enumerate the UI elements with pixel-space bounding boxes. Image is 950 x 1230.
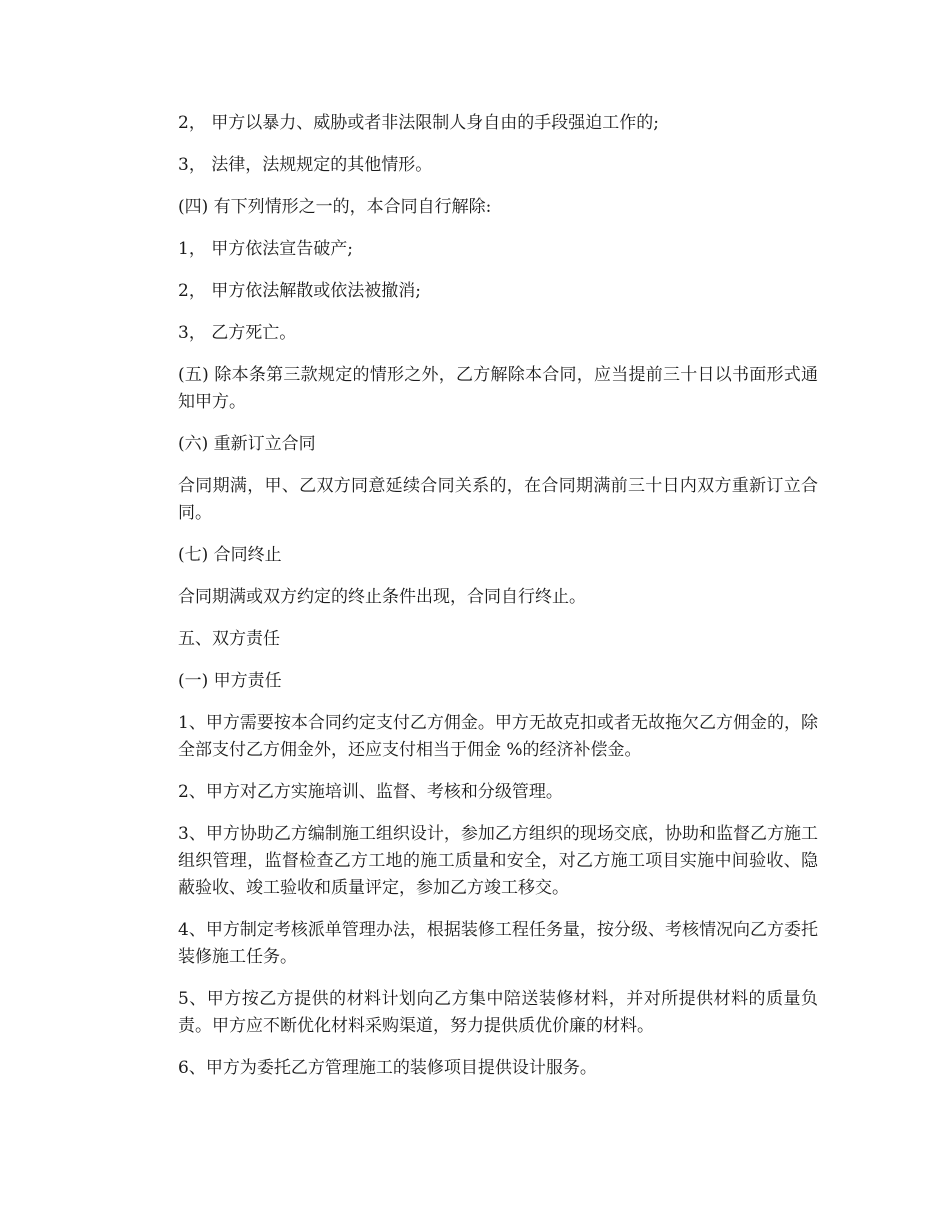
paragraph-item: (五) 除本条第三款规定的情形之外，乙方解除本合同，应当提前三十日以书面形式通知甲方。 (178, 365, 818, 412)
paragraph-item: 1、甲方需要按本合同约定支付乙方佣金。甲方无故克扣或者无故拖欠乙方佣金的，除全部支付乙方佣金外，还应支付相当于佣金 %的经济补偿金。 (178, 713, 818, 760)
section-heading-6: (六) 重新订立合同 (178, 434, 316, 454)
paragraph-item: 合同期满或双方约定的终止条件出现，合同自行终止。 (178, 587, 586, 607)
section-heading-4: (四) 有下列情形之一的，本合同自行解除: (178, 197, 492, 217)
paragraph-item: 3， 乙方死亡。 (178, 323, 297, 343)
paragraph-item: 合同期满，甲、乙双方同意延续合同关系的，在合同期满前三十日内双方重新订立合同。 (178, 476, 818, 523)
chapter-heading-5: 五、双方责任 (178, 629, 280, 649)
paragraph-item: 3， 法律，法规规定的其他情形。 (178, 155, 433, 175)
paragraph-item: 4、甲方制定考核派单管理办法，根据装修工程任务量，按分级、考核情况向乙方委托装修施工任务。 (178, 920, 818, 967)
paragraph-item: 3、甲方协助乙方编制施工组织设计，参加乙方组织的现场交底，协助和监督乙方施工组织管理，监督检查乙方工地的施工质量和安全，对乙方施工项目实施中间验收、隐蔽验收、竣工验收和质量评定，参加乙方竣工移交。 (178, 824, 818, 898)
paragraph-item: 2、甲方对乙方实施培训、监督、考核和分级管理。 (178, 782, 563, 802)
paragraph-item: 2， 甲方依法解散或依法被撤消; (178, 281, 421, 301)
paragraph-item: 1， 甲方依法宣告破产; (178, 239, 353, 259)
paragraph-item: 6、甲方为委托乙方管理施工的装修项目提供设计服务。 (178, 1058, 597, 1078)
document-body (178, 110, 818, 1097)
section-heading-party-a: (一) 甲方责任 (178, 671, 282, 691)
section-heading-7: (七) 合同终止 (178, 545, 282, 565)
paragraph-item: 5、甲方按乙方提供的材料计划向乙方集中陪送装修材料，并对所提供材料的质量负责。甲方应不断优化材料采购渠道，努力提供质优价廉的材料。 (178, 989, 818, 1036)
paragraph-item: 2， 甲方以暴力、威胁或者非法限制人身自由的手段强迫工作的; (178, 113, 659, 133)
